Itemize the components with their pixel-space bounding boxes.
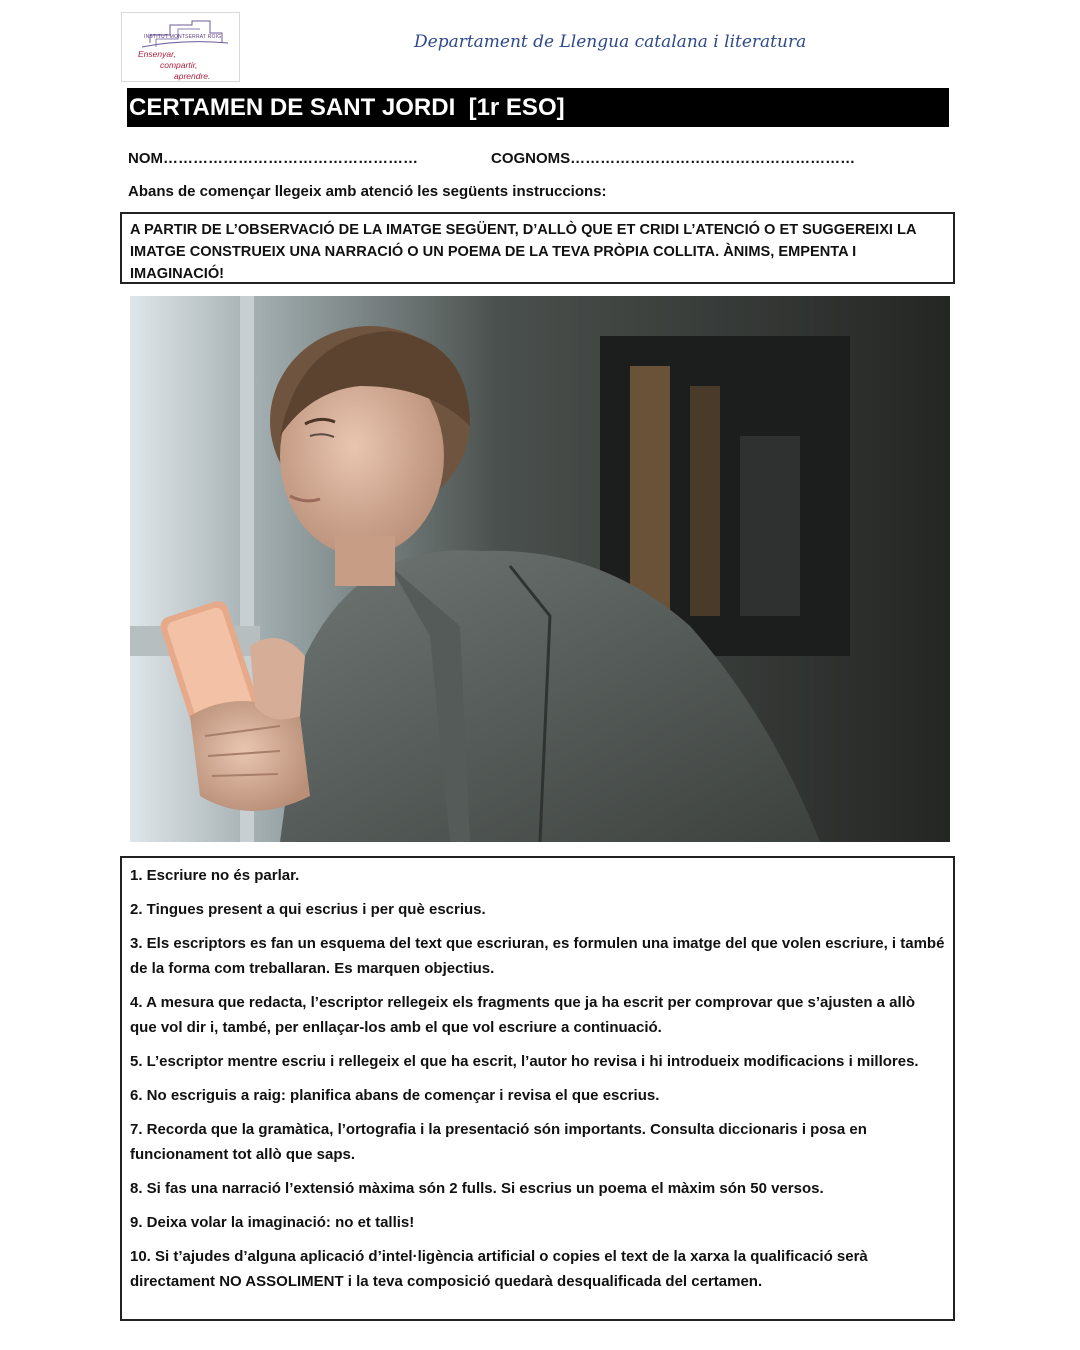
- rule-item: 9. Deixa volar la imaginació: no et tallis!: [130, 1214, 415, 1231]
- instruction-text: A PARTIR DE L’OBSERVACIÓ DE LA IMATGE SEGÜENT, D’ALLÒ QUE ET CRIDI L’ATENCIÓ O ET SUGGEREIXI LA IMATGE CONSTRUEIX UNA NARRACIÓ O UN POEMA DE LA TEVA PRÒPIA COLLITA. ÀNIMS, EMPENTA I IMAGINACIÓ!: [130, 222, 916, 282]
- intro-text: Abans de començar llegeix amb atenció les següents instruccions:: [128, 183, 607, 200]
- logo-motto-line-1: Ensenyar,: [138, 49, 176, 59]
- name-field[interactable]: NOM……………………………………………: [128, 150, 418, 167]
- rule-item: 3. Els escriptors es fan un esquema del text que escriuran, es formulen una imatge del que volen escriure, i també de la forma com treballaran. Es marquen objectius.: [130, 935, 945, 977]
- rules-box: [120, 856, 955, 1321]
- rule-item: 10. Si t’ajudes d’alguna aplicació d’intel·ligència artificial o copies el text de la xarxa la qualificació serà directament NO ASSOLIMENT i la teva composició quedarà desqualificada del certamen.: [130, 1248, 868, 1290]
- prompt-photo: [130, 296, 950, 842]
- logo-school-name: INSTITUT MONTSERRAT ROIG: [144, 34, 222, 40]
- page-title: CERTAMEN DE SANT JORDI [1r ESO]: [127, 88, 949, 127]
- rule-item: 8. Si fas una narració l’extensió màxima són 2 fulls. Si escrius un poema el màxim són 50 versos.: [130, 1180, 824, 1197]
- instruction-box: [120, 212, 955, 284]
- rule-item: 2. Tingues present a qui escrius i per què escrius.: [130, 901, 486, 918]
- department-name: Departament de Llengua catalana i literatura: [414, 32, 807, 52]
- surname-field[interactable]: COGNOMS…………………………………………………: [491, 150, 856, 167]
- rule-item: 5. L’escriptor mentre escriu i rellegeix el que ha escrit, l’autor ho revisa i hi introdueix modificacions i millores.: [130, 1053, 919, 1070]
- girl-with-phone-illustration: [130, 296, 950, 842]
- rule-item: 6. No escriguis a raig: planifica abans de començar i revisa el que escrius.: [130, 1087, 660, 1104]
- school-logo: [121, 12, 240, 82]
- rule-item: 1. Escriure no és parlar.: [130, 867, 300, 884]
- rule-item: 7. Recorda que la gramàtica, l’ortografia i la presentació són importants. Consulta diccionaris i posa en funcionament tot allò que saps.: [130, 1121, 867, 1163]
- logo-motto-line-2: compartir,: [160, 60, 198, 70]
- rule-item: 4. A mesura que redacta, l’escriptor rellegeix els fragments que ja ha escrit per comprovar que s’ajusten a allò que vol dir i, també, per enllaçar-los amb el que vol escriure a continuació.: [130, 994, 916, 1036]
- logo-motto-line-3: aprendre.: [174, 71, 211, 81]
